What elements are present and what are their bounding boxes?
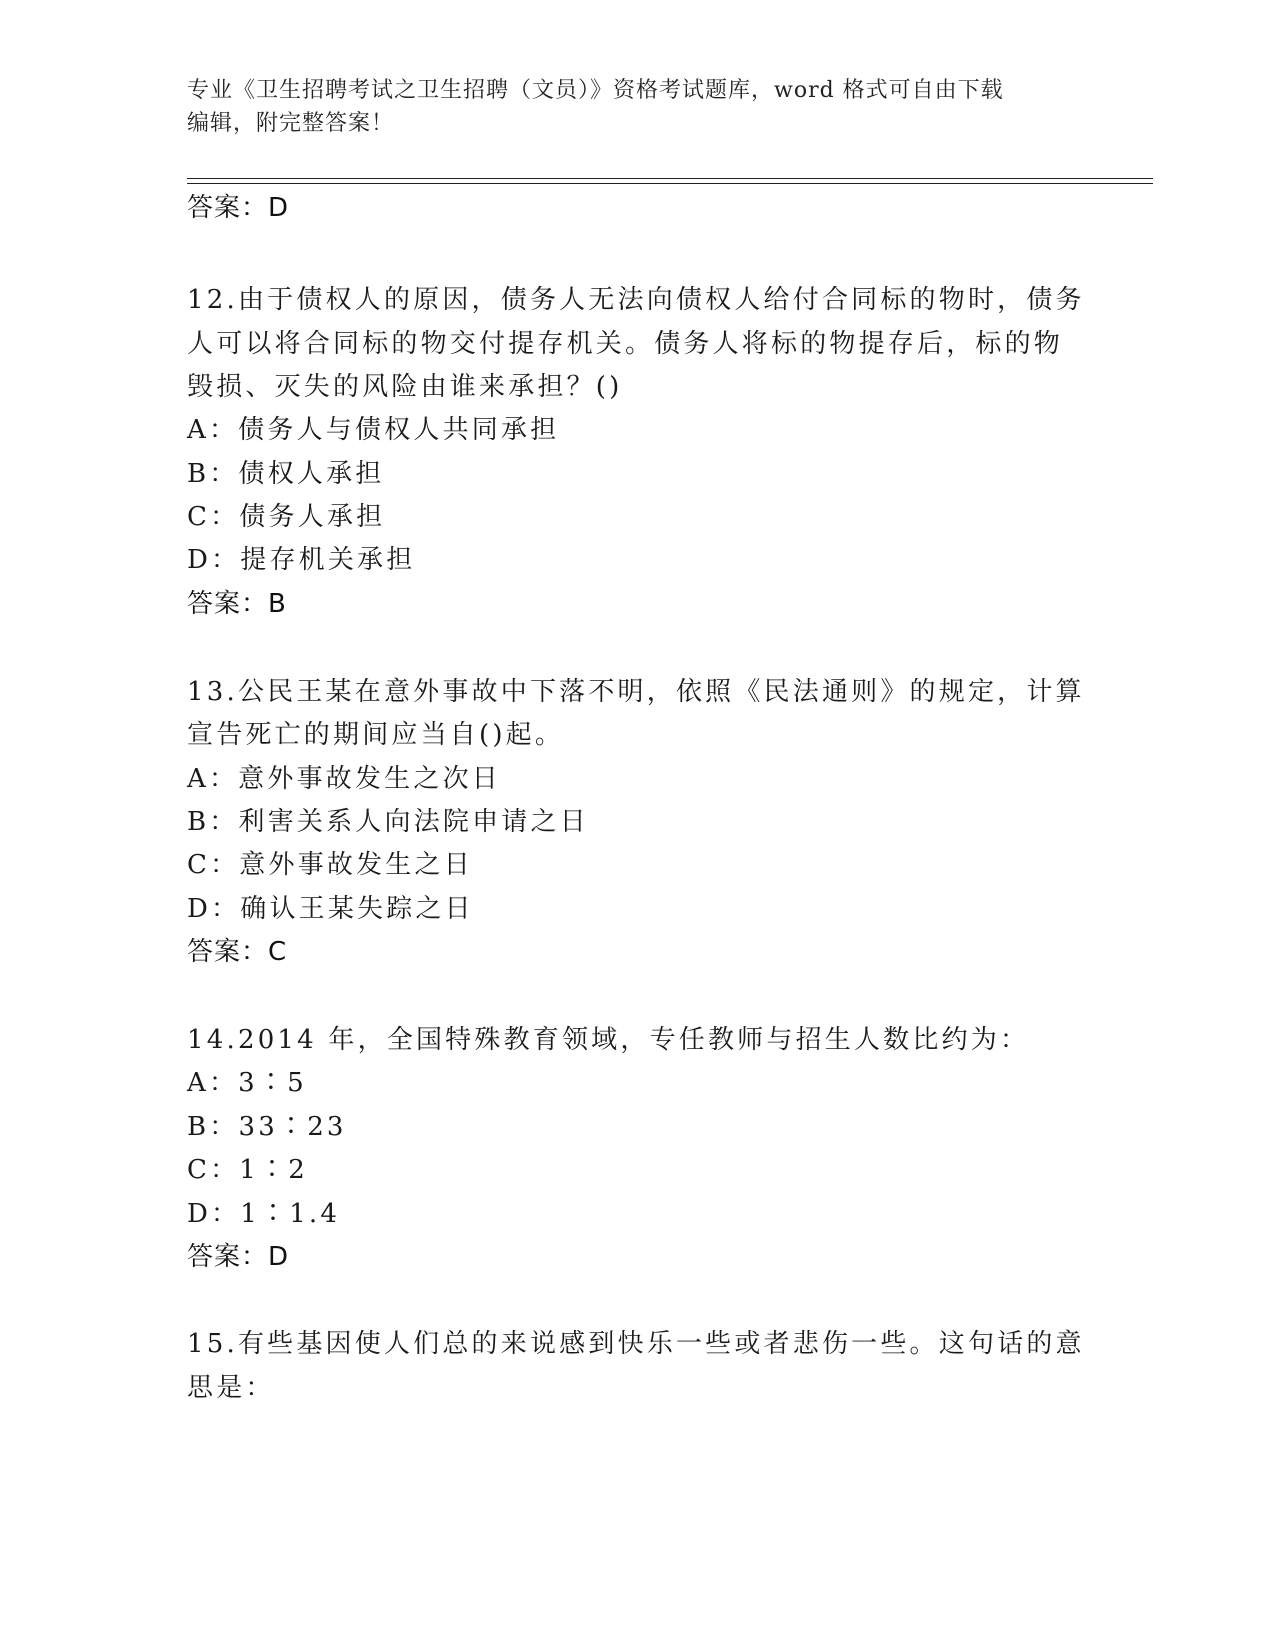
q12-option-d: D：提存机关承担 bbox=[187, 545, 416, 575]
header-line-1: 专业《卫生招聘考试之卫生招聘（文员）》资格考试题库，word 格式可自由下载 bbox=[187, 78, 1004, 103]
q14-answer: 答案：D bbox=[187, 1242, 290, 1272]
q12-answer: 答案：B bbox=[187, 589, 287, 619]
q14-stem-line-1: 14.2014 年，全国特殊教育领域，专任教师与招生人数比约为： bbox=[187, 1025, 1030, 1055]
q13-answer: 答案：C bbox=[187, 937, 288, 967]
document-header bbox=[187, 74, 1087, 140]
q13-stem-line-1: 13.公民王某在意外事故中下落不明，依照《民法通则》的规定，计算 bbox=[187, 677, 1085, 707]
q15-stem-line-2: 思是： bbox=[187, 1373, 275, 1403]
q14-option-d: D：1∶1.4 bbox=[187, 1199, 341, 1229]
q12-option-a: A：债务人与债权人共同承担 bbox=[187, 415, 560, 445]
q13-option-b: B：利害关系人向法院申请之日 bbox=[187, 807, 589, 837]
q13-option-a: A：意外事故发生之次日 bbox=[187, 764, 501, 794]
q12-stem-line-3: 毁损、灭失的风险由谁来承担？() bbox=[187, 372, 623, 402]
header-line-2: 编辑，附完整答案！ bbox=[187, 111, 395, 136]
q14-option-b: B：33∶23 bbox=[187, 1112, 347, 1142]
q15-stem-line-1: 15.有些基因使人们总的来说感到快乐一些或者悲伤一些。这句话的意 bbox=[187, 1329, 1085, 1359]
header-divider-top bbox=[187, 178, 1153, 179]
header-divider-bottom bbox=[187, 183, 1153, 184]
q14-option-a: A：3∶5 bbox=[187, 1068, 307, 1098]
answer-previous-question: 答案：D bbox=[187, 193, 290, 223]
q13-option-d: D：确认王某失踪之日 bbox=[187, 894, 474, 924]
q12-stem-line-1: 12.由于债权人的原因，债务人无法向债权人给付合同标的物时，债务 bbox=[187, 285, 1085, 315]
q14-option-c: C：1∶2 bbox=[187, 1155, 308, 1185]
q12-option-b: B：债权人承担 bbox=[187, 459, 385, 489]
q12-option-c: C：债务人承担 bbox=[187, 502, 386, 532]
q13-stem-line-2: 宣告死亡的期间应当自()起。 bbox=[187, 720, 565, 750]
q13-option-c: C：意外事故发生之日 bbox=[187, 850, 473, 880]
q12-stem-line-2: 人可以将合同标的物交付提存机关。债务人将标的物提存后，标的物 bbox=[187, 329, 1064, 359]
